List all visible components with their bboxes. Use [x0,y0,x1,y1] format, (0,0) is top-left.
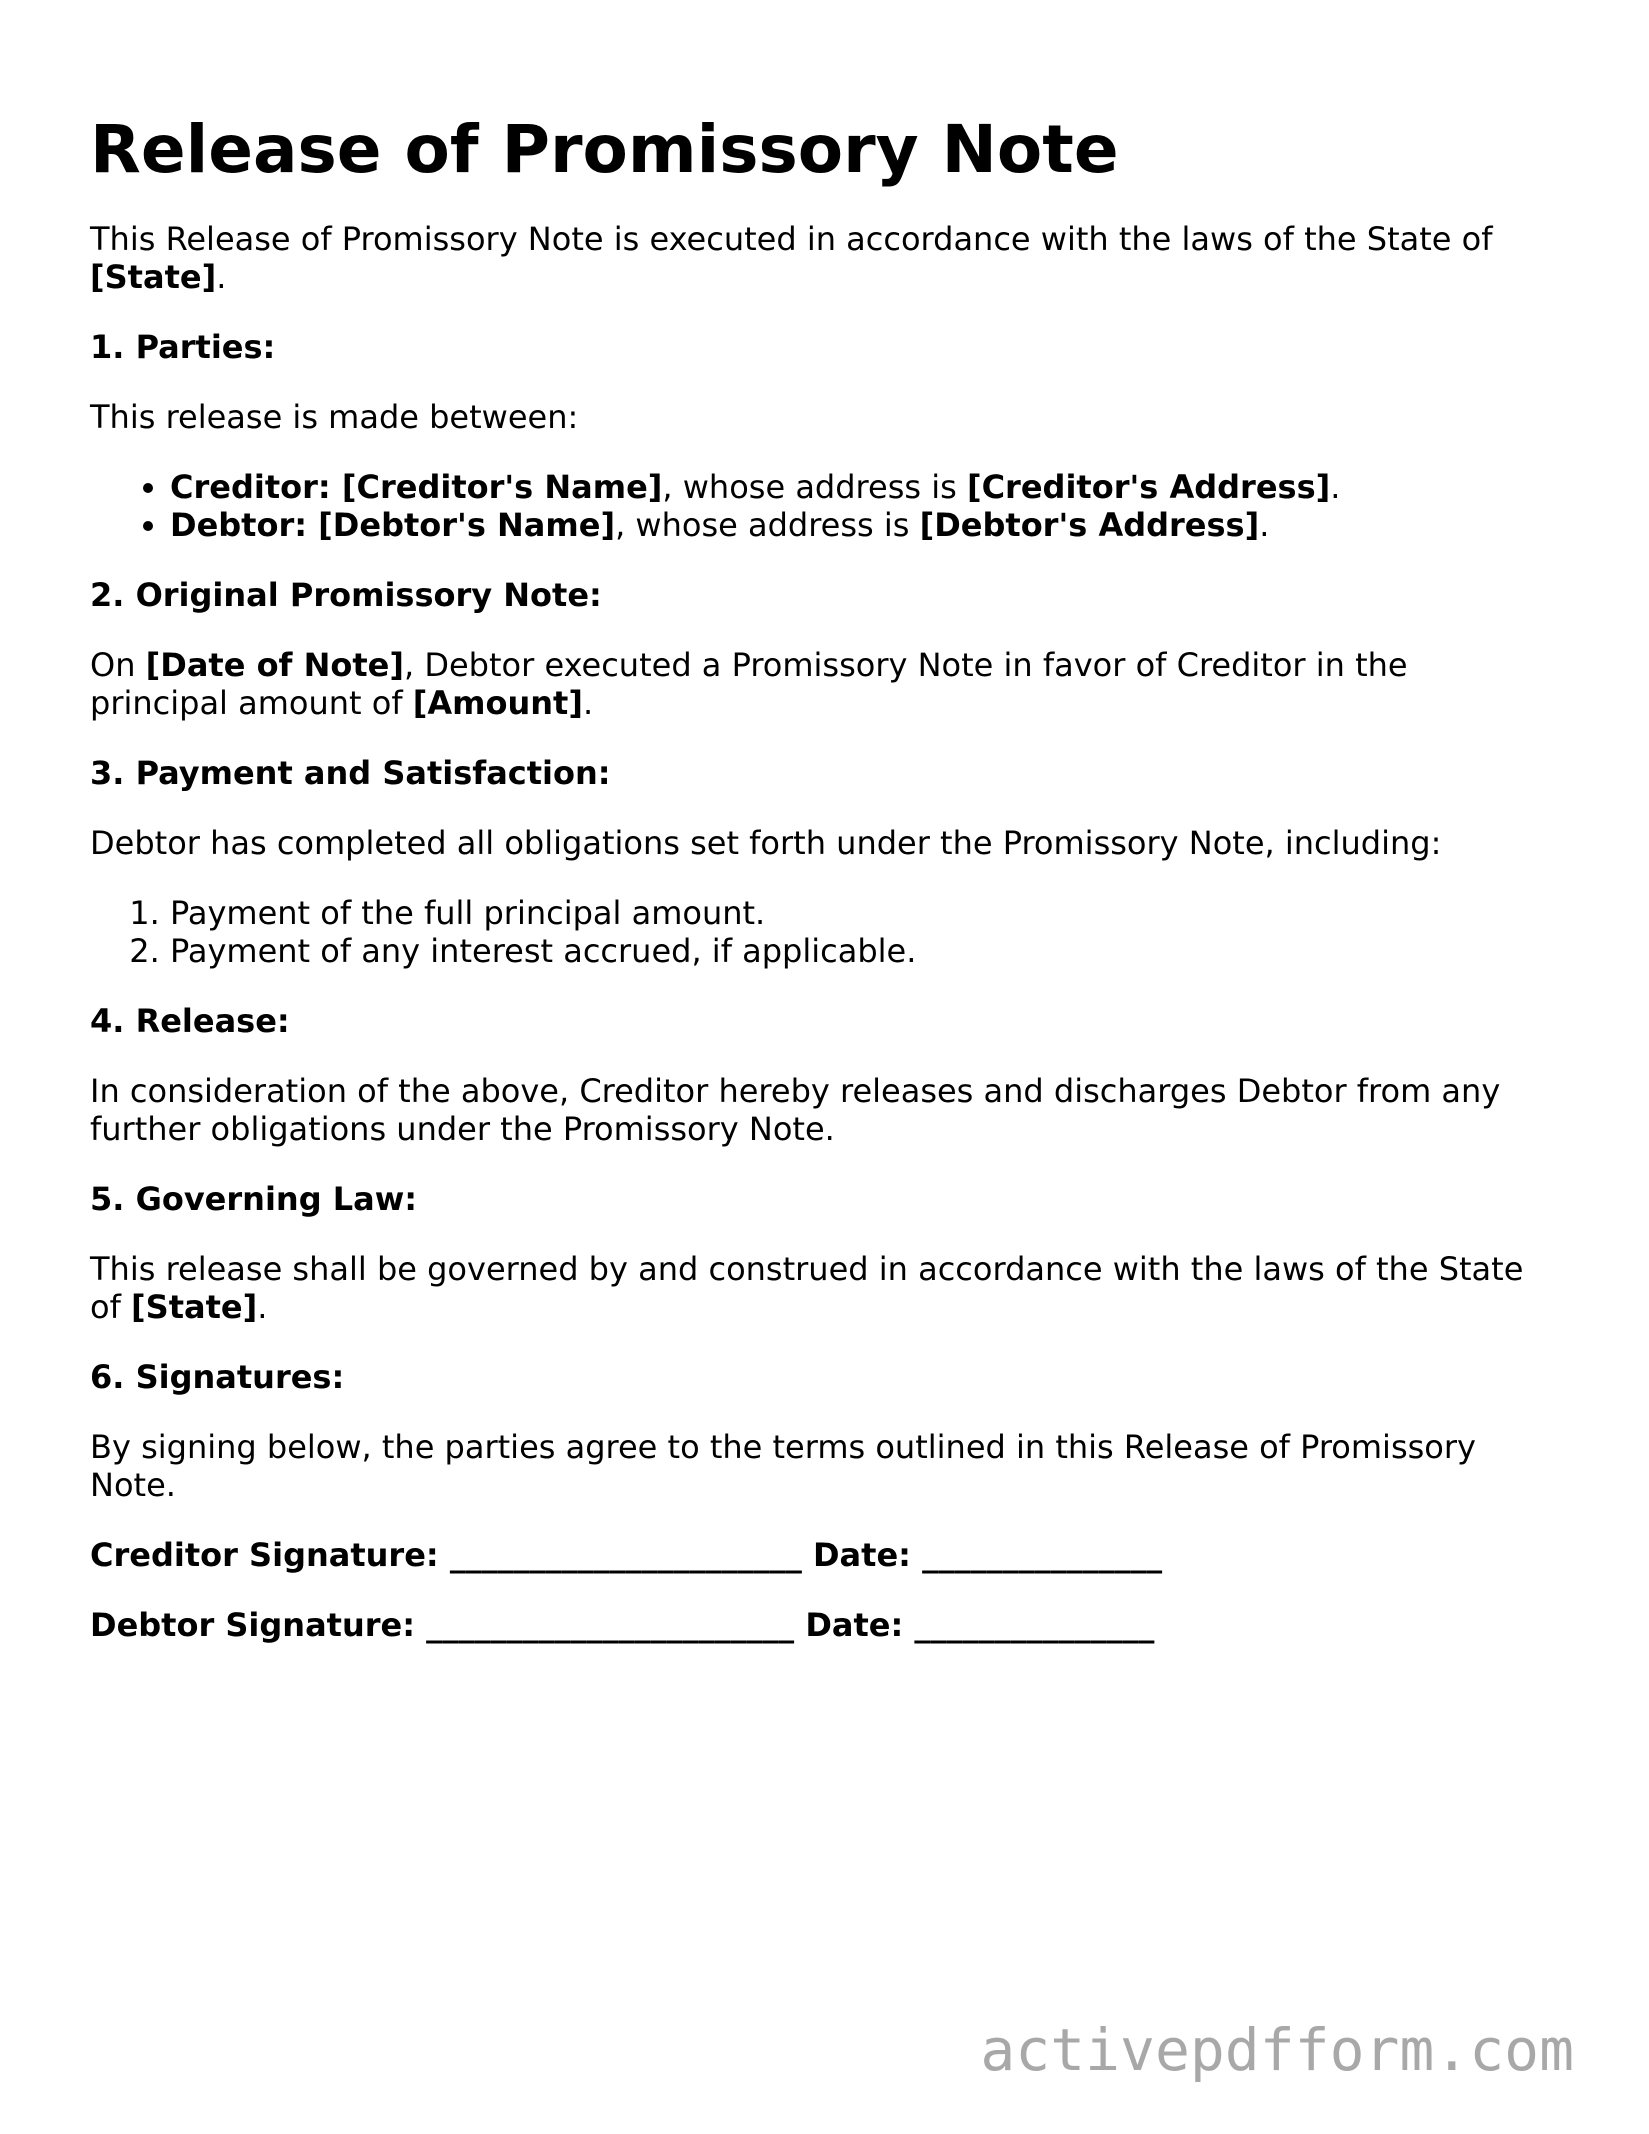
amount-placeholder: [Amount] [412,684,583,722]
section-governing-law-heading: 5. Governing Law: [90,1180,418,1218]
document-title: Release of Promissory Note [90,111,1119,188]
document-page [90,110,1550,1676]
parties-list [90,468,1550,544]
creditor-list-item: • Creditor: [Creditor's Name], whose address is [Creditor's Address]. [170,468,1550,506]
intro-paragraph: This Release of Promissory Note is executed in accordance with the laws of the State of [State]. [90,220,1493,296]
release-paragraph: In consideration of the above, Creditor hereby releases and discharges Debtor from any further obligations under the Promissory Note. [90,1072,1501,1148]
section-original-note-heading: 2. Original Promissory Note: [90,576,602,614]
section-payment-heading: 3. Payment and Satisfaction: [90,754,611,792]
signatures-paragraph: By signing below, the parties agree to the terms outlined in this Release of Promissory Note. [90,1428,1476,1504]
original-note-paragraph: On [Date of Note], Debtor executed a Promissory Note in favor of Creditor in the principal amount of [Amount]. [90,646,1408,722]
payment-intro: Debtor has completed all obligations set forth under the Promissory Note, including: [90,824,1442,862]
governing-state-placeholder: [State] [131,1288,258,1326]
payment-list [90,894,1550,970]
section-signatures-heading: 6. Signatures: [90,1358,345,1396]
debtor-list-item: • Debtor: [Debtor's Name], whose address is [Debtor's Address]. [170,506,1550,544]
payment-list-item: 1. Payment of the full principal amount. [170,894,1550,932]
creditor-signature-line: Creditor Signature: ______________________ Date: _______________ [90,1536,1163,1574]
watermark: activepdfform.com [980,2016,1574,2084]
parties-intro: This release is made between: [90,398,579,436]
date-of-note-placeholder: [Date of Note] [145,646,404,684]
governing-law-paragraph: This release shall be governed by and construed in accordance with the laws of the State of [State]. [90,1250,1524,1326]
intro-state-placeholder: [State] [90,258,217,296]
debtor-signature-line: Debtor Signature: _______________________ Date: _______________ [90,1606,1155,1644]
section-release-heading: 4. Release: [90,1002,290,1040]
payment-list-item: 2. Payment of any interest accrued, if applicable. [170,932,1550,970]
section-parties-heading: 1. Parties: [90,328,276,366]
